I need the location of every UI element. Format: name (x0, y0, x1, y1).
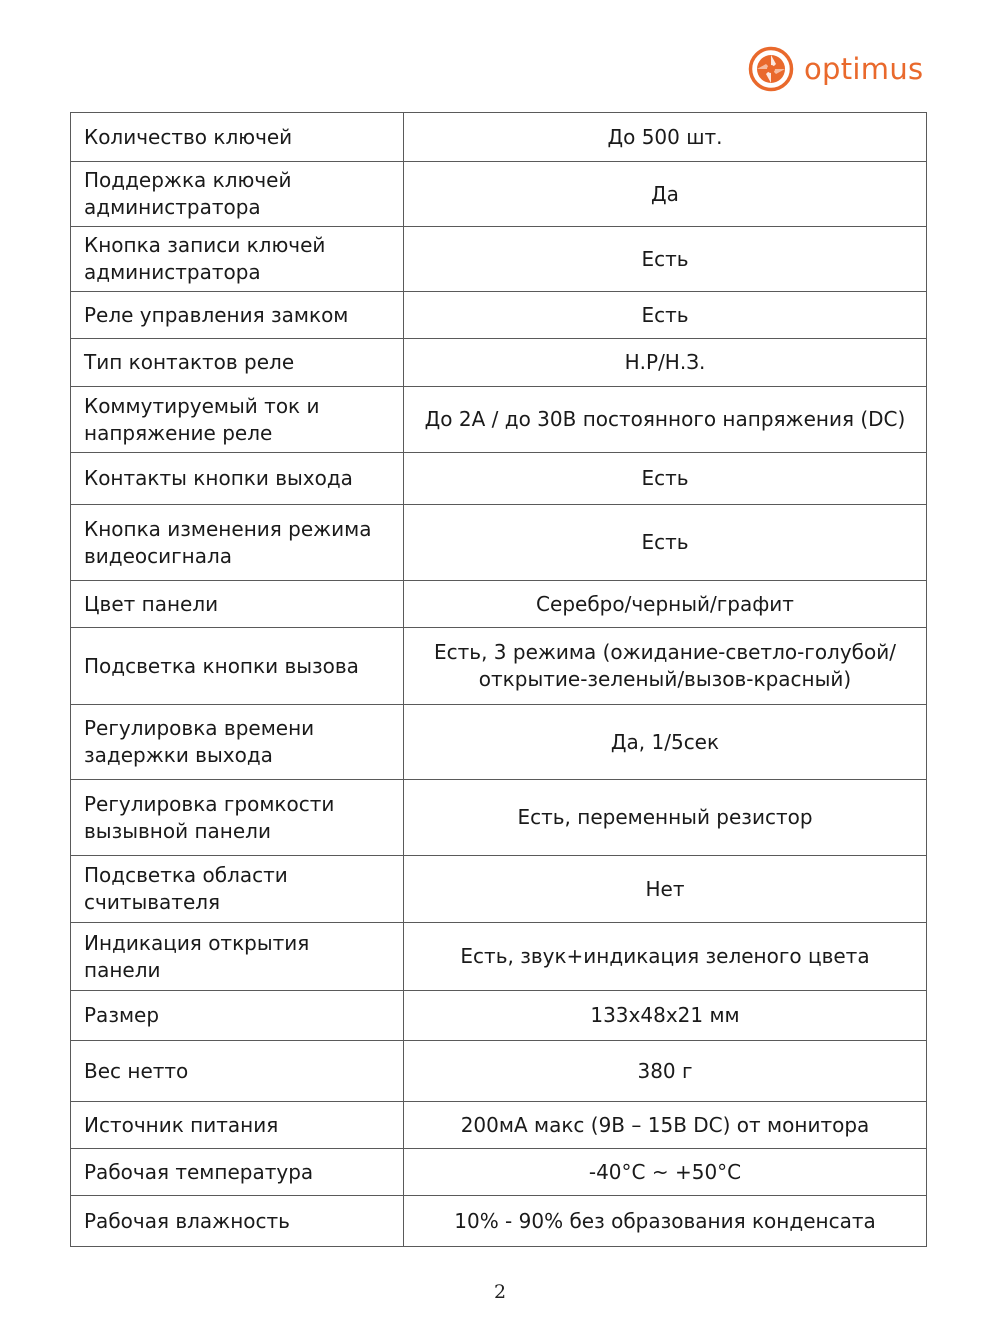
table-row (71, 339, 927, 387)
spec-value: Нет (404, 856, 927, 923)
brand-logo (748, 44, 923, 94)
spec-value: До 2А / до 30В постоянного напряжения (DC) (404, 387, 927, 453)
table-row (71, 856, 927, 923)
specifications-table (70, 112, 927, 1247)
spec-label: Поддержка ключей администратора (71, 162, 404, 227)
spec-value: До 500 шт. (404, 113, 927, 162)
spec-value: Есть, звук+индикация зеленого цвета (404, 923, 927, 991)
table-row (71, 1102, 927, 1149)
spec-label: Кнопка записи ключей администратора (71, 227, 404, 292)
table-row (71, 1149, 927, 1196)
spec-value: Есть (404, 227, 927, 292)
spec-value: 380 г (404, 1041, 927, 1102)
table-row (71, 1196, 927, 1247)
spec-value: Есть (404, 453, 927, 505)
table-row (71, 453, 927, 505)
table-row (71, 780, 927, 856)
table-row (71, 162, 927, 227)
table-row (71, 505, 927, 581)
spec-value: 133х48х21 мм (404, 991, 927, 1041)
table-row (71, 705, 927, 780)
table-row (71, 581, 927, 628)
page-number: 2 (493, 1281, 507, 1303)
table-row (71, 923, 927, 991)
spec-label: Подсветка кнопки вызова (71, 628, 404, 705)
spec-label: Рабочая температура (71, 1149, 404, 1196)
spec-value: 10% - 90% без образования конденсата (404, 1196, 927, 1247)
aperture-logo-icon (748, 46, 794, 92)
spec-label: Подсветка области считывателя (71, 856, 404, 923)
spec-label: Тип контактов реле (71, 339, 404, 387)
spec-value: Есть, 3 режима (ожидание-светло-голубой/открытие-зеленый/вызов-красный) (404, 628, 927, 705)
spec-label: Регулировка времени задержки выхода (71, 705, 404, 780)
spec-value: Да (404, 162, 927, 227)
table-row (71, 387, 927, 453)
spec-label: Размер (71, 991, 404, 1041)
spec-label: Регулировка громкости вызывной панели (71, 780, 404, 856)
table-row (71, 227, 927, 292)
spec-value: Серебро/черный/графит (404, 581, 927, 628)
spec-value: -40°С ~ +50°С (404, 1149, 927, 1196)
spec-value: Есть (404, 505, 927, 581)
spec-label: Рабочая влажность (71, 1196, 404, 1247)
table-row (71, 628, 927, 705)
spec-label: Кнопка изменения режима видеосигнала (71, 505, 404, 581)
spec-label: Контакты кнопки выхода (71, 453, 404, 505)
spec-value: Н.Р/Н.З. (404, 339, 927, 387)
table-row (71, 292, 927, 339)
table-row (71, 991, 927, 1041)
spec-value: Да, 1/5сек (404, 705, 927, 780)
spec-value: Есть, переменный резистор (404, 780, 927, 856)
spec-label: Реле управления замком (71, 292, 404, 339)
table-row (71, 1041, 927, 1102)
spec-label: Индикация открытия панели (71, 923, 404, 991)
spec-label: Цвет панели (71, 581, 404, 628)
table-row (71, 113, 927, 162)
spec-label: Источник питания (71, 1102, 404, 1149)
spec-value: Есть (404, 292, 927, 339)
spec-label: Вес нетто (71, 1041, 404, 1102)
spec-label: Коммутируемый ток и напряжение реле (71, 387, 404, 453)
spec-value: 200мА макс (9В – 15В DC) от монитора (404, 1102, 927, 1149)
brand-name: optimus (804, 51, 924, 86)
spec-label: Количество ключей (71, 113, 404, 162)
